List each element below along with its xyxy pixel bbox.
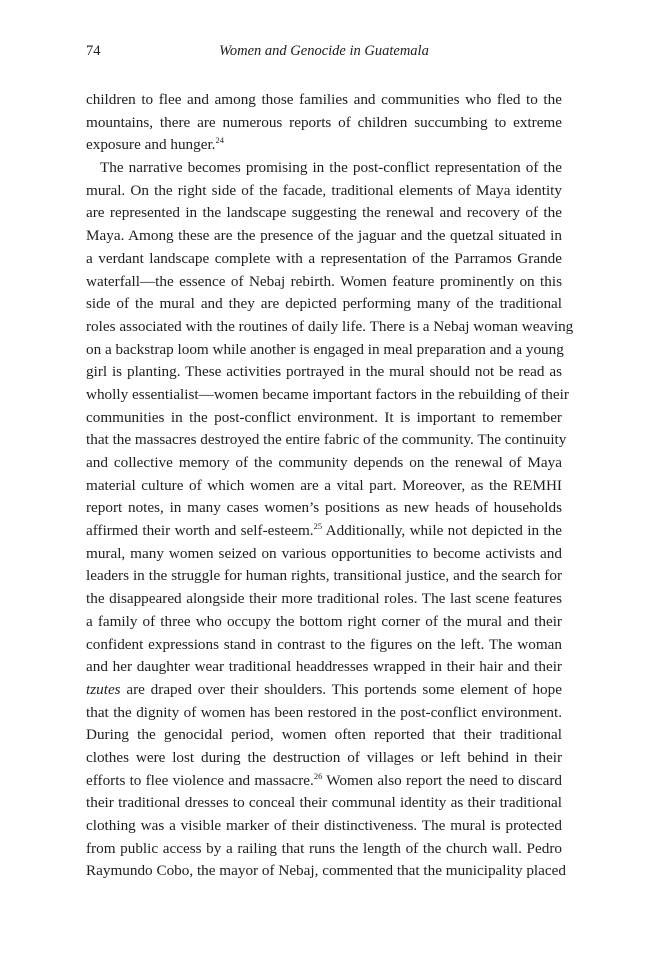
text-line bbox=[86, 134, 562, 157]
footnote-marker: 24 bbox=[215, 135, 224, 146]
text-line bbox=[86, 248, 562, 271]
line-text: confident expressions stand in contrast to the figures on the left. The woman bbox=[86, 635, 562, 653]
line-text: wholly essentialist—women became important factors in the rebuilding of their bbox=[86, 385, 569, 403]
line-text: the disappeared alongside their more traditional roles. The last scene features bbox=[86, 590, 562, 608]
text-line bbox=[86, 180, 562, 203]
text-line bbox=[86, 361, 562, 384]
line-text: on a backstrap loom while another is engaged in meal preparation and a young bbox=[86, 340, 564, 358]
line-text: exposure and hunger. bbox=[86, 136, 216, 154]
line-text-continued: Women also report the need to discard bbox=[322, 771, 562, 789]
line-text: leaders in the struggle for human rights, transitional justice, and the search for bbox=[86, 567, 562, 585]
line-text: During the genocidal period, women often reported that their traditional bbox=[86, 726, 562, 744]
line-text: waterfall—the essence of Nebaj rebirth. Women feature prominently on this bbox=[86, 272, 562, 290]
text-line bbox=[86, 429, 567, 452]
text-line bbox=[86, 588, 562, 611]
running-header bbox=[86, 43, 562, 65]
line-text: efforts to flee violence and massacre. bbox=[86, 771, 314, 789]
text-line bbox=[86, 815, 562, 838]
text-line bbox=[86, 679, 562, 702]
text-line bbox=[86, 520, 562, 543]
line-text: a family of three who occupy the bottom right corner of the mural and their bbox=[86, 612, 562, 630]
line-text: clothes were lost during the destruction of villages or left behind in their bbox=[86, 748, 562, 766]
text-line bbox=[86, 792, 562, 815]
line-text: affirmed their worth and self-esteem. bbox=[86, 522, 314, 540]
text-line bbox=[86, 497, 562, 520]
line-text: Raymundo Cobo, the mayor of Nebaj, commented that the municipality placed bbox=[86, 862, 566, 880]
line-text: their traditional dresses to conceal their communal identity as their traditional bbox=[86, 794, 562, 812]
line-text: are draped over their shoulders. This portends some element of hope bbox=[120, 680, 562, 698]
line-text: children to flee and among those families and communities who fled to the bbox=[86, 91, 562, 108]
running-title: Women and Genocide in Guatemala bbox=[219, 43, 429, 59]
page-number: 74 bbox=[86, 43, 101, 59]
line-text: mural. On the right side of the facade, traditional elements of Maya identity bbox=[86, 181, 562, 199]
text-line bbox=[86, 724, 562, 747]
text-line bbox=[86, 89, 562, 112]
line-text: clothing was a visible marker of their distinctiveness. The mural is protected bbox=[86, 817, 562, 834]
text-line bbox=[86, 157, 562, 180]
text-line bbox=[86, 452, 562, 475]
line-text: mountains, there are numerous reports of children succumbing to extreme bbox=[86, 113, 562, 131]
line-text: that the dignity of women has been restored in the post-conflict environment. bbox=[86, 703, 562, 721]
line-text: communities in the post-conflict environment. It is important to remember bbox=[86, 408, 562, 426]
text-line bbox=[86, 860, 566, 883]
text-line bbox=[86, 293, 562, 316]
text-line bbox=[86, 339, 562, 362]
text-line bbox=[86, 770, 562, 793]
text-line bbox=[86, 112, 562, 135]
text-line bbox=[86, 656, 562, 679]
text-line bbox=[86, 316, 574, 339]
text-line bbox=[86, 202, 562, 225]
text-line bbox=[86, 407, 562, 430]
text-line bbox=[86, 271, 562, 294]
text-line bbox=[86, 475, 562, 498]
text-line bbox=[86, 838, 562, 861]
line-text: material culture of which women are a vital part. Moreover, as the REMHI bbox=[86, 476, 562, 494]
line-text: report notes, in many cases women’s positions as new heads of households bbox=[86, 499, 562, 517]
line-text-continued: Additionally, while not depicted in the bbox=[322, 522, 562, 540]
line-text: roles associated with the routines of daily life. There is a Nebaj woman weaving bbox=[86, 317, 574, 335]
italic-term: tzutes bbox=[86, 680, 121, 698]
line-text: The narrative becomes promising in the post-conflict representation of the bbox=[100, 159, 562, 177]
line-text: mural, many women seized on various opportunities to become activists and bbox=[86, 544, 562, 562]
text-line bbox=[86, 634, 562, 657]
line-text: and collective memory of the community depends on the renewal of Maya bbox=[86, 454, 562, 471]
text-line bbox=[86, 384, 569, 407]
body-text bbox=[86, 89, 574, 883]
text-line bbox=[86, 747, 562, 770]
line-text: a verdant landscape complete with a representation of the Parramos Grande bbox=[86, 249, 562, 267]
line-text: Maya. Among these are the presence of the jaguar and the quetzal situated in bbox=[86, 227, 562, 245]
line-text: are represented in the landscape suggesting the renewal and recovery of the bbox=[86, 204, 562, 222]
line-text: and her daughter wear traditional headdresses wrapped in their hair and their bbox=[86, 658, 562, 676]
text-line bbox=[86, 543, 562, 566]
text-line bbox=[86, 225, 562, 248]
line-text: that the massacres destroyed the entire fabric of the community. The continuity bbox=[86, 431, 567, 449]
footnote-marker: 26 bbox=[313, 770, 323, 781]
text-line bbox=[86, 565, 562, 588]
line-text: from public access by a railing that runs the length of the church wall. Pedro bbox=[86, 839, 562, 857]
line-text: side of the mural and they are depicted performing many of the traditional bbox=[86, 295, 562, 313]
text-line bbox=[86, 702, 562, 725]
line-text: girl is planting. These activities portrayed in the mural should not be read as bbox=[86, 363, 562, 381]
footnote-marker: 25 bbox=[313, 521, 323, 531]
text-line bbox=[86, 611, 562, 634]
